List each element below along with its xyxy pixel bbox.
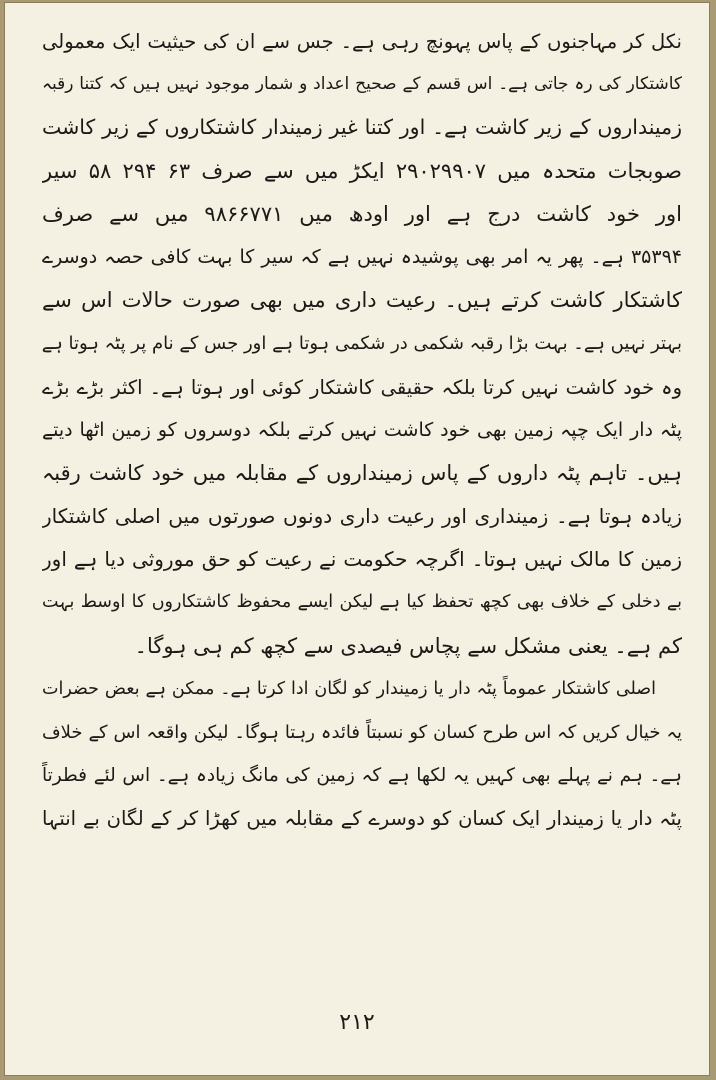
urdu-text-block xyxy=(42,20,682,841)
text-line: اور خود کاشت درج ہے اور اودھ میں ۹۸۶۶۷۷۱ میں سے صرف xyxy=(42,201,682,226)
text-line: یہ خیال کریں کہ اس طرح کسان کو نسبتاً فائدہ رہتا ہوگا۔ لیکن واقعہ اس کے خلاف xyxy=(42,722,682,743)
text-line: پٹہ دار یا زمیندار ایک کسان کو دوسرے کے مقابلہ میں کھڑا کر کے لگان بے انتہا xyxy=(42,807,682,831)
text-line: کاشتکار کی رہ جاتی ہے۔ اس قسم کے صحیح اعداد و شمار موجود نہیں ہیں کہ کتنا رقبہ xyxy=(42,74,682,95)
text-line: بہتر نہیں ہے۔ بہت بڑا رقبہ شکمی در شکمی ہوتا ہے اور جس کے نام پر پٹہ ہوتا ہے xyxy=(42,333,682,355)
book-page xyxy=(4,2,710,1076)
text-line: زمینداروں کے زیر کاشت ہے۔ اور کتنا غیر زمیندار کاشتکاروں کے زیر کاشت xyxy=(42,115,682,140)
paragraph-start-line: اصلی کاشتکار عموماً پٹہ دار یا زمیندار کو لگان ادا کرتا ہے۔ ممکن ہے بعض حضرات xyxy=(42,678,656,699)
text-line: ہیں۔ تاہم پٹہ داروں کے پاس زمینداروں کے مقابلہ میں خود کاشت رقبہ xyxy=(42,460,682,485)
page-number: ۲۱۲ xyxy=(339,1010,375,1035)
text-line: نکل کر مہاجنوں کے پاس پہونچ رہی ہے۔ جس سے ان کی حیثیت ایک معمولی xyxy=(42,30,682,53)
text-line: کاشتکار کاشت کرتے ہیں۔ رعیت داری میں بھی صورت حالات اس سے xyxy=(42,288,682,313)
text-line: ۳۵۳۹۴ ہے۔ پھر یہ امر بھی پوشیدہ نہیں ہے کہ سیر کا بہت کافی حصہ دوسرے xyxy=(42,245,682,268)
text-line: ہے۔ ہم نے پہلے بھی کہیں یہ لکھا ہے کہ زمین کی مانگ زیادہ ہے۔ اس لئے فطرتاً xyxy=(42,765,682,787)
text-line: بے دخلی کے خلاف بھی کچھ تحفظ کیا ہے لیکن ایسے محفوظ کاشتکاروں کا اوسط بہت xyxy=(42,592,682,613)
text-line: زیادہ ہوتا ہے۔ زمینداری اور رعیت داری دونوں صورتوں میں اصلی کاشتکار xyxy=(42,504,682,529)
text-line: پٹہ دار ایک چپہ زمین بھی خود کاشت نہیں کرتے بلکہ دوسروں کو زمین اٹھا دیتے xyxy=(42,418,682,441)
text-line: کم ہے۔ یعنی مشکل سے پچاس فیصدی سے کچھ کم ہی ہوگا۔ xyxy=(134,633,682,658)
text-line: زمین کا مالک نہیں ہوتا۔ اگرچہ حکومت نے رعیت کو حق موروثی دیا ہے اور xyxy=(42,547,682,572)
text-line: صوبجات متحدہ میں ۲۹۰۲۹۹۰۷ ایکڑ میں سے صرف ۶۳ ۲۹۴ ۵۸ سیر xyxy=(42,158,682,183)
text-line: وہ خود کاشت نہیں کرتا بلکہ حقیقی کاشتکار کوئی اور ہوتا ہے۔ اکثر بڑے بڑے xyxy=(42,375,682,399)
